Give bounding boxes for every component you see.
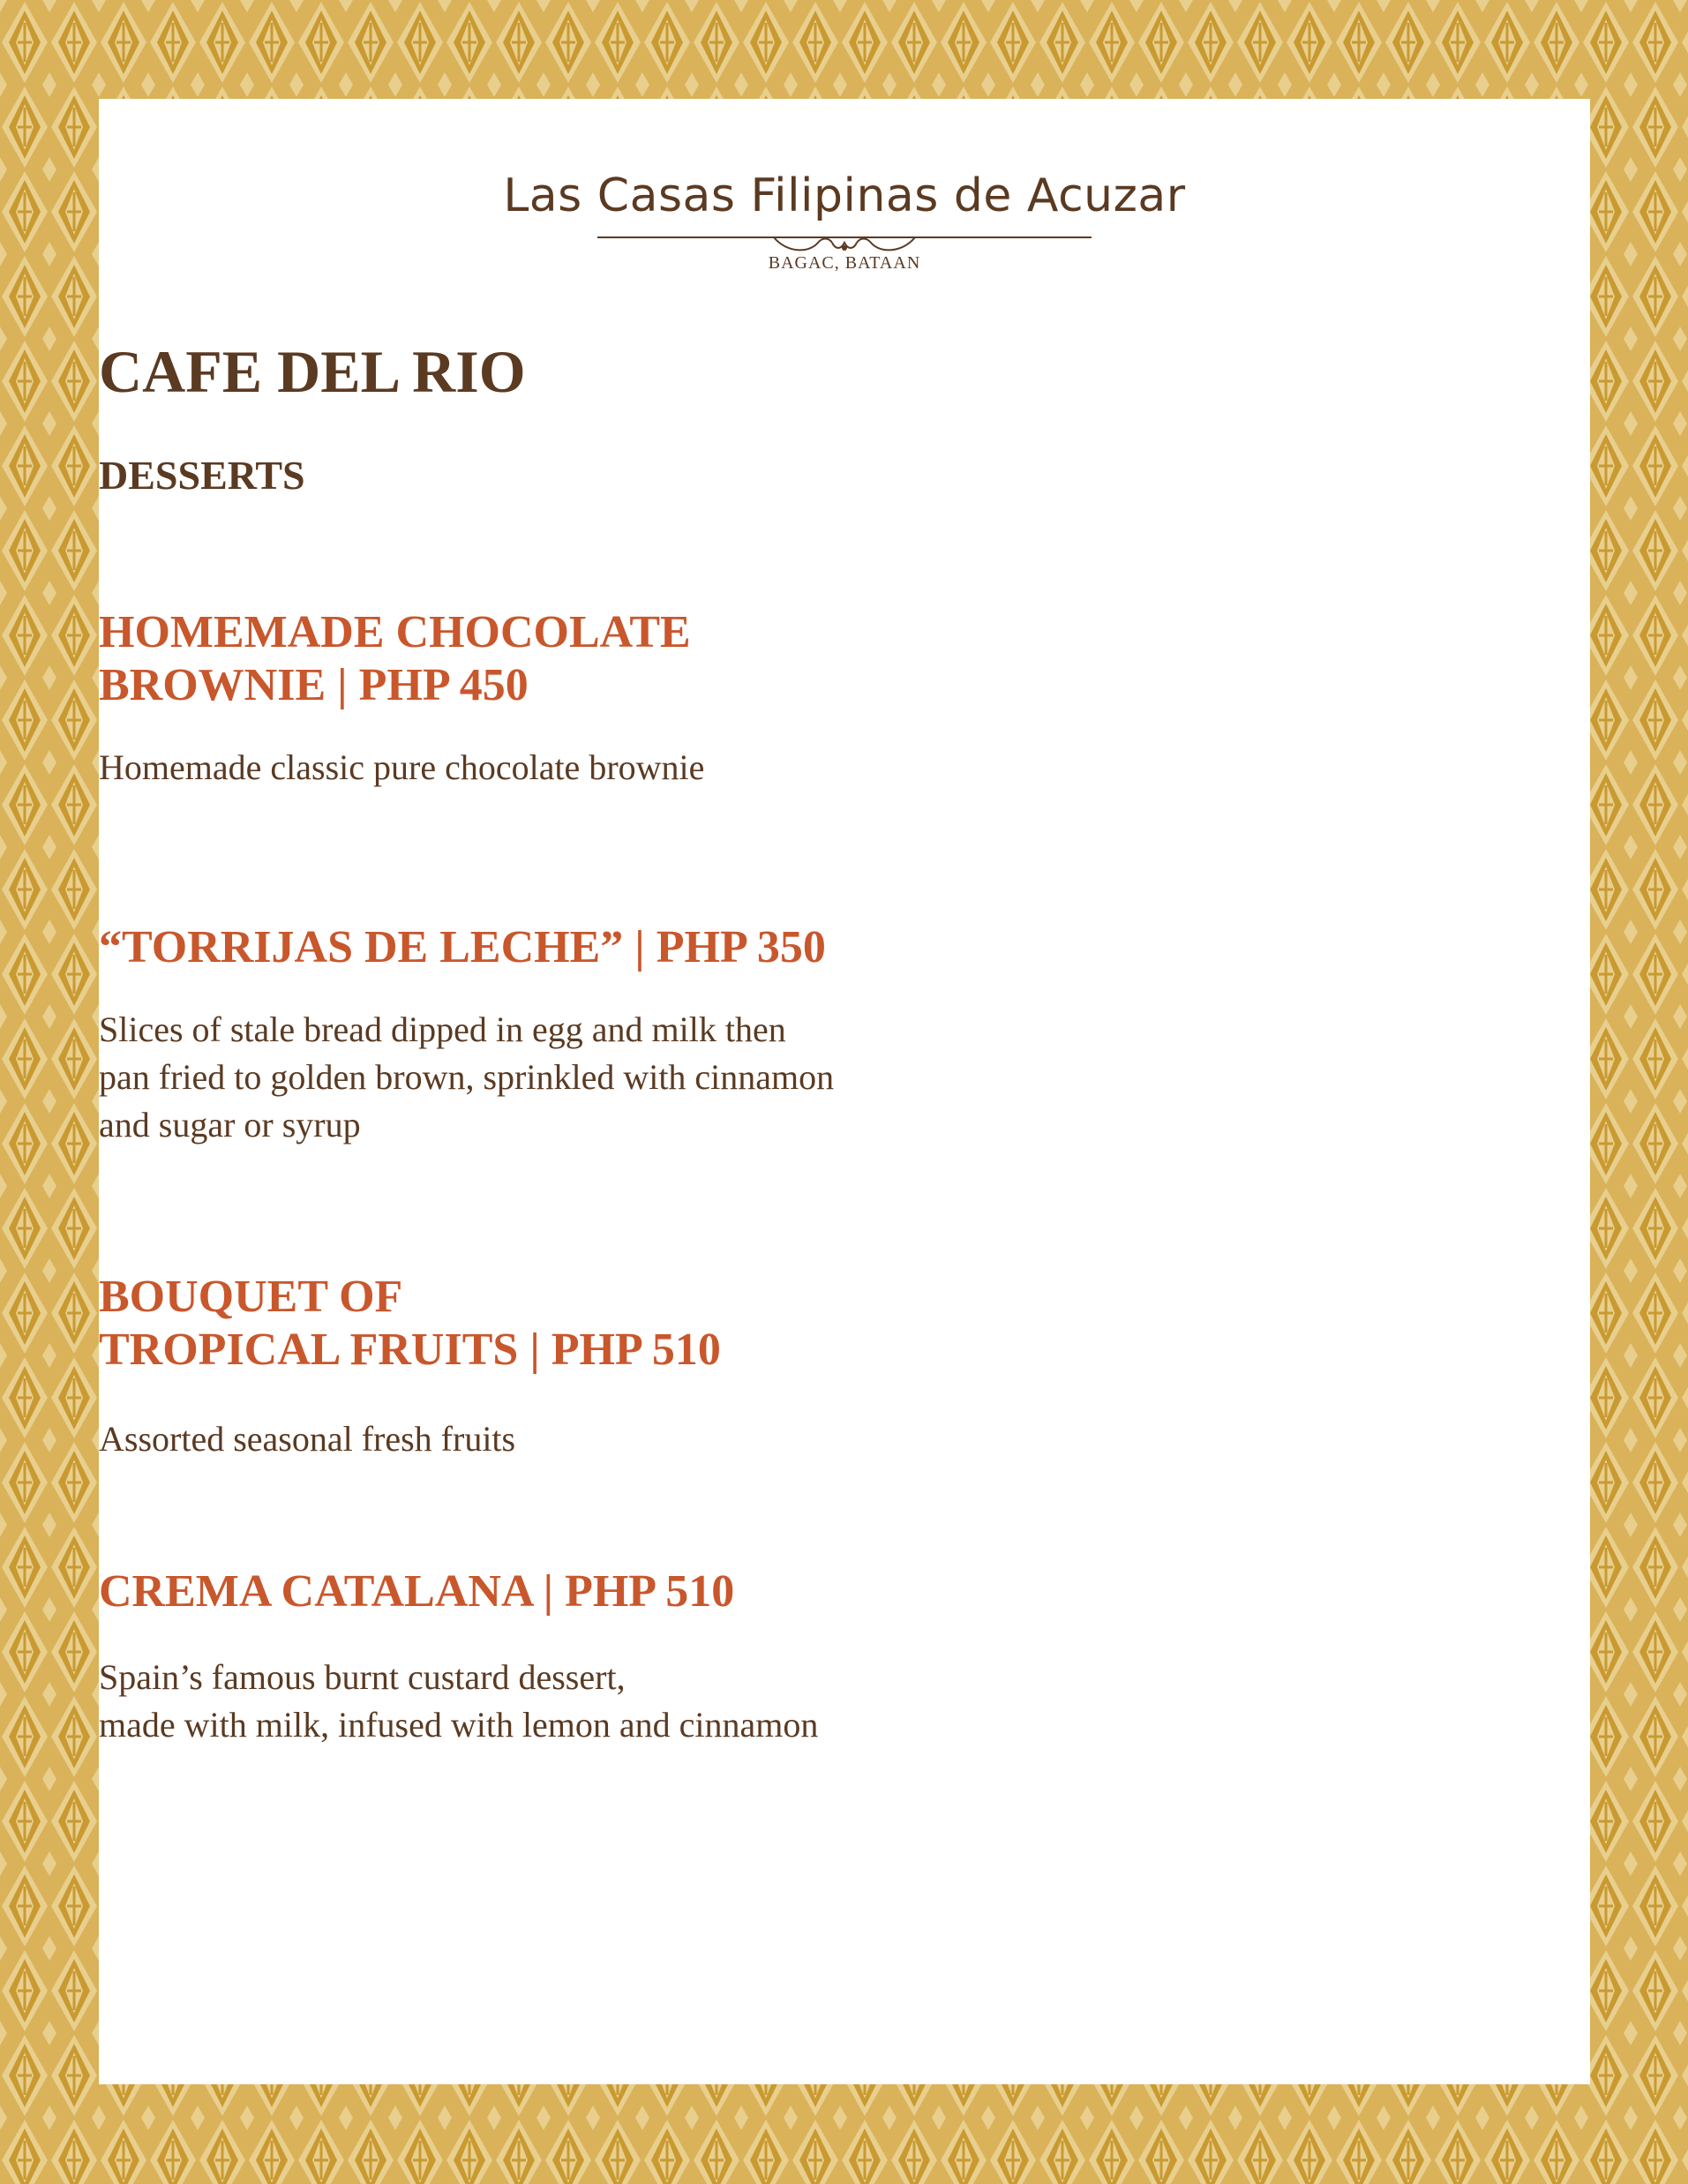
ornament-divider-icon [597, 227, 1092, 257]
venue-title: CAFE DEL RIO [99, 338, 526, 405]
section-heading: DESSERTS [99, 453, 305, 498]
menu-item-description: Spain’s famous burnt custard dessert, made with milk, infused with lemon and cinnamon [99, 1657, 819, 1745]
menu-item-title: HOMEMADE CHOCOLATE BROWNIE | PHP 450 [99, 607, 691, 710]
menu-item-description: Homemade classic pure chocolate brownie [99, 747, 705, 787]
brand-name: Las Casas Filipinas de Acuzar [503, 169, 1186, 222]
brand-location: BAGAC, BATAAN [768, 253, 921, 273]
menu-item-description: Assorted seasonal fresh fruits [99, 1419, 516, 1459]
menu-sheet [99, 99, 1590, 2084]
menu-item-title: CREMA CATALANA | PHP 510 [99, 1566, 735, 1617]
menu-item-description: Slices of stale bread dipped in egg and milk then pan fried to golden brown, sprinkled with cinnamon and sugar or syrup [99, 1009, 835, 1145]
brand-logo [99, 165, 1590, 274]
menu-item-title: BOUQUET OF TROPICAL FRUITS | PHP 510 [99, 1272, 721, 1375]
menu-item-title: “TORRIJAS DE LECHE” | PHP 350 [99, 922, 826, 972]
